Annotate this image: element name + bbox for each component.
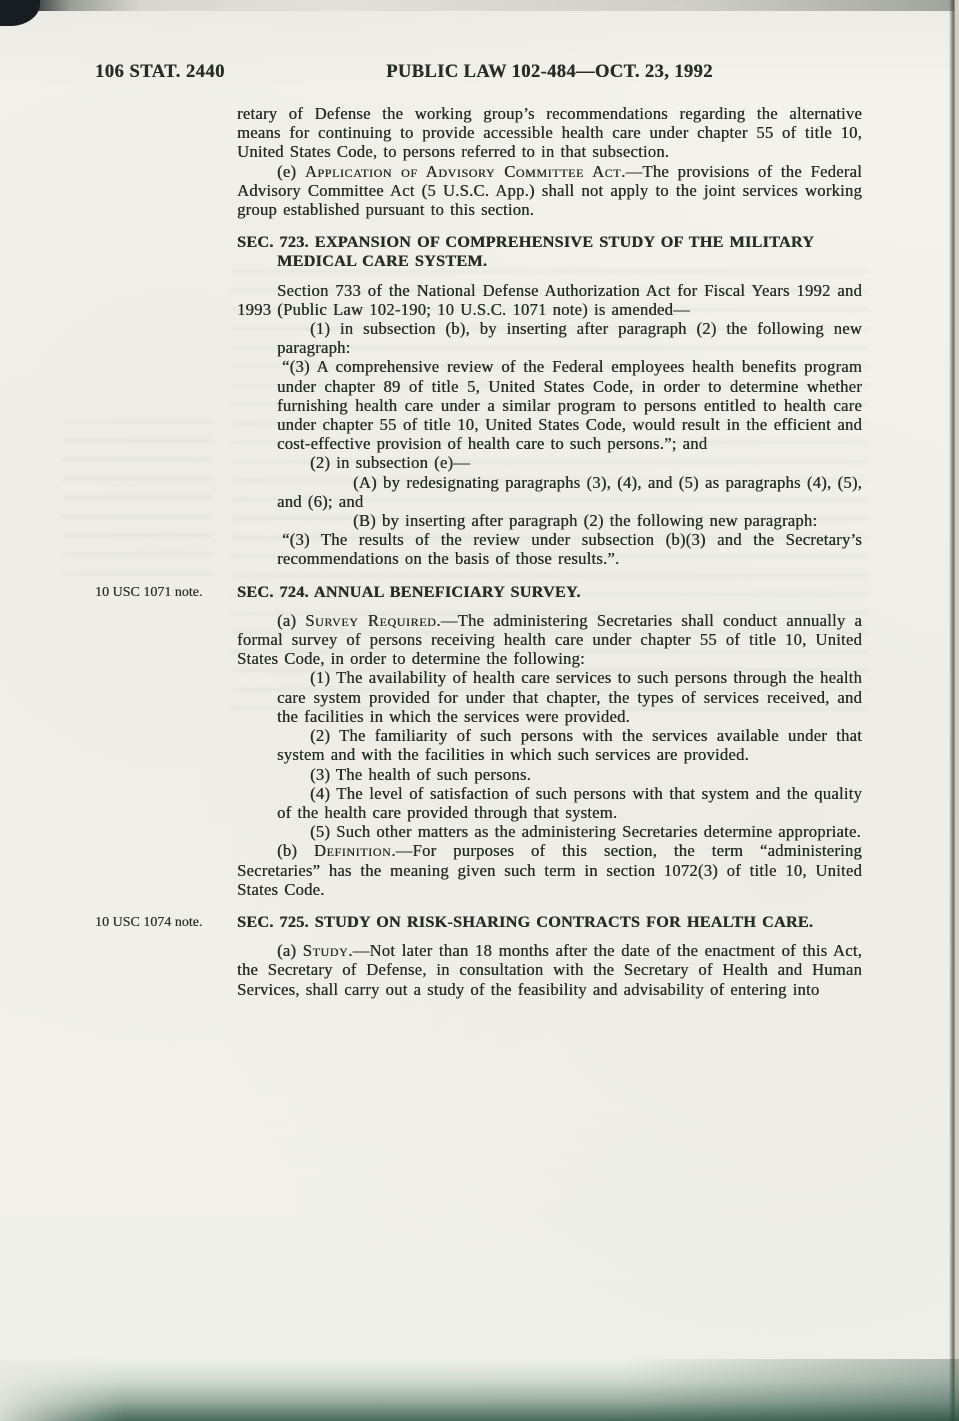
body-paragraph — [277, 784, 862, 822]
text-run: (2) in subsection (e)— — [310, 453, 471, 473]
text-run: (A) by redesignating paragraphs (3), (4), and (5) as paragraphs (4), (5), and (6); and — [277, 472, 862, 511]
body-paragraph — [237, 104, 862, 162]
text-run: (4) The level of satisfaction of such persons with that system and the quality of the health care provided through that system. — [277, 783, 862, 822]
page-header — [0, 62, 959, 88]
text-run: .—For purposes of this section, the term “administering Secretaries” has the meaning given such term in section 1072(3) of title 10, United States Code. — [237, 841, 862, 899]
scan-artifact-bottom-edge — [0, 1359, 959, 1421]
body-paragraph — [237, 941, 862, 999]
text-run: “(3) The results of the review under subsection (b)(3) and the Secretary’s recommendations on the basis of those results.”. — [277, 530, 862, 569]
text-run: (5) Such other matters as the administering Secretaries determine appropriate. — [310, 822, 861, 842]
small-caps-term: Study — [302, 941, 349, 961]
text-run: .—The provisions of the Federal Advisory Committee Act (5 U.S.C. App.) shall not apply to the joint services working group established pursuant to this section. — [237, 161, 862, 220]
text-run: “(3) A comprehensive review of the Federal employees health benefits program under chapter 89 of title 5, United States Code, in order to determine whether furnishing health care under a similar program to persons entitled to health care under chapter 55 of title 10, United States Code, would result in the efficient and cost-effective provision of health care to such persons.”; and — [277, 357, 862, 454]
text-run: (a) — [277, 941, 303, 961]
scan-artifact-right-edge — [949, 0, 959, 1421]
text-run: .—The administering Secretaries shall conduct annually a formal survey of persons receiving health care under chapter 55 of title 10, United States Code, in order to determine the following: — [237, 610, 863, 669]
statute-page-number: 106 STAT. 2440 — [95, 62, 225, 82]
body-paragraph — [237, 162, 862, 220]
small-caps-term: Survey Required — [305, 610, 437, 630]
public-law-title: PUBLIC LAW 102-484—OCT. 23, 1992 — [386, 62, 713, 82]
section-heading — [237, 583, 862, 602]
text-run: retary of Defense the working group’s recommendations regarding the alternative means for continuing to provide accessible health care under chapter 55 of title 10, United States Code, to persons referred to in that subsection. — [237, 104, 862, 162]
body-paragraph — [277, 473, 862, 511]
margin-note-usc-1071: 10 USC 1071 note. — [95, 585, 203, 600]
body-paragraph — [277, 668, 862, 726]
bleedthrough-artifact-margin — [62, 412, 212, 577]
text-run: .—Not later than 18 months after the date of the enactment of this Act, the Secretary of Defense, in consultation with the Secretary of Health and Human Services, shall carry out a study of the feasibility and advisability of entering into — [237, 941, 862, 999]
body-paragraph — [237, 841, 862, 899]
text-run: (2) The familiarity of such persons with the services available under that system and with the facilities in which such services are provided. — [277, 726, 862, 765]
text-run: (a) — [277, 610, 306, 630]
body-paragraph — [277, 765, 862, 784]
body-paragraph — [277, 822, 862, 841]
text-run: Section 733 of the National Defense Authorization Act for Fiscal Years 1992 and 1993 (Public Law 102-190; 10 U.S.C. 1071 note) is amended— — [237, 280, 862, 319]
body-paragraph — [277, 530, 862, 568]
text-run: (1) in subsection (b), by inserting after paragraph (2) the following new paragraph: — [277, 319, 862, 358]
scan-artifact-corner — [0, 0, 40, 26]
text-run: (3) The health of such persons. — [310, 764, 531, 784]
scan-artifact-top-edge — [0, 0, 959, 11]
text-run: (1) The availability of health care services to such persons through the health care system provided for under that chapter, the types of services received, and the facilities in which the services were provided. — [277, 668, 862, 726]
body-paragraph — [277, 453, 862, 472]
text-run: (b) — [277, 841, 314, 861]
text-run: (B) by inserting after paragraph (2) the following new paragraph: — [353, 511, 818, 531]
body-paragraph — [237, 281, 862, 319]
small-caps-term: Definition — [313, 841, 392, 861]
section-heading — [237, 913, 862, 932]
text-run: (e) — [277, 161, 305, 181]
body-paragraph — [277, 511, 862, 530]
body-content — [237, 104, 862, 999]
text-run: SEC. 723. EXPANSION OF COMPREHENSIVE STUDY OF THE MILITARY MEDICAL CARE SYSTEM. — [237, 233, 814, 271]
section-heading — [237, 233, 862, 271]
body-paragraph — [277, 357, 862, 453]
margin-note-usc-1074: 10 USC 1074 note. — [95, 915, 203, 930]
text-run: SEC. 724. ANNUAL BENEFICIARY SURVEY. — [237, 582, 581, 601]
body-paragraph — [237, 611, 862, 669]
body-paragraph — [277, 726, 862, 764]
body-paragraph — [277, 319, 862, 357]
text-run: SEC. 725. STUDY ON RISK-SHARING CONTRACTS FOR HEALTH CARE. — [237, 912, 814, 931]
small-caps-term: Application of Advisory Committee Act — [304, 161, 622, 181]
